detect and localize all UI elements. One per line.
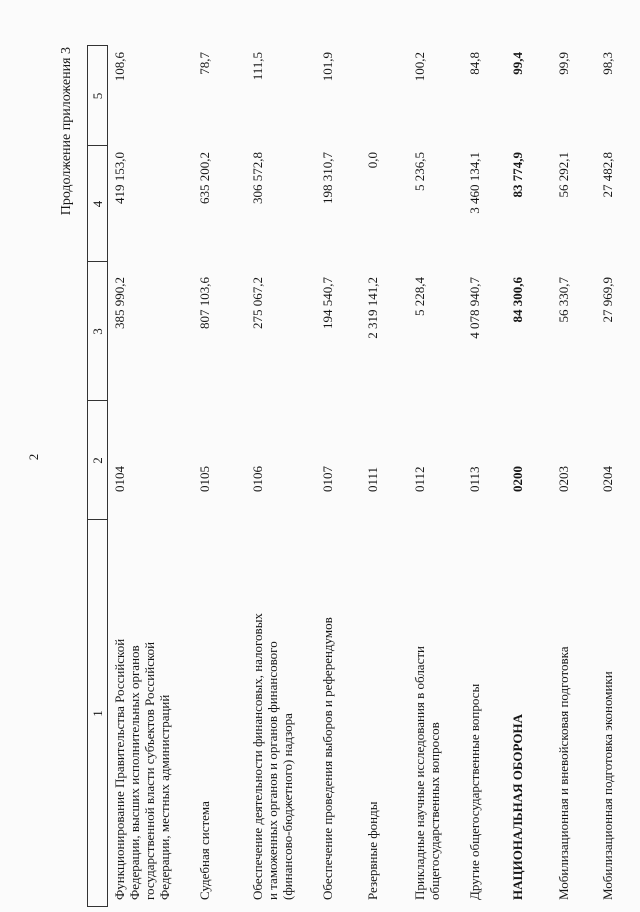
row-col-3-value: 4 078 940,7	[467, 277, 482, 339]
row-col-4-value: 27 482,8	[600, 152, 615, 198]
row-name-line: Функционирование Правительства Российской	[112, 638, 127, 900]
row-col-5-value: 99,4	[510, 52, 525, 75]
row-code: 0105	[197, 466, 212, 492]
row-code: 0113	[467, 466, 482, 492]
table-caption: Продолжение приложения 3	[59, 47, 74, 216]
table-header-border	[107, 45, 108, 907]
row-col-3-value: 84 300,6	[510, 277, 525, 323]
row-code: 0200	[510, 466, 525, 492]
header-col-1: 1	[90, 710, 105, 717]
row-name-line: Обеспечение деятельности финансовых, налоговых	[250, 613, 265, 900]
row-name-line: государственной власти субъектов Российской	[142, 641, 157, 900]
row-col-3-value: 194 540,7	[320, 277, 335, 329]
row-code: 0204	[600, 466, 615, 492]
row-col-4-value: 83 774,9	[510, 152, 525, 198]
row-col-5-value: 101,9	[320, 52, 335, 82]
row-col-3-value: 27 969,9	[600, 277, 615, 323]
row-name-line: НАЦИОНАЛЬНАЯ ОБОРОНА	[510, 714, 525, 900]
row-name-line: Судебная система	[197, 801, 212, 900]
header-col-3: 3	[90, 328, 105, 335]
row-name-line: Прикладные научные исследования в области	[412, 646, 427, 900]
row-col-3-value: 2 319 141,2	[365, 277, 380, 339]
row-col-3-value: 56 330,7	[556, 277, 571, 323]
row-name-line: Федерации, высших исполнительных органов	[127, 645, 142, 900]
row-col-4-value: 3 460 134,1	[467, 152, 482, 214]
row-col-3-value: 385 990,2	[112, 277, 127, 329]
row-name-line: Федерации, местных администраций	[157, 694, 172, 900]
row-col-5-value: 99,9	[556, 52, 571, 75]
row-col-4-value: 56 292,1	[556, 152, 571, 198]
row-name-line: Мобилизационная и вневойсковая подготовка	[556, 646, 571, 900]
header-col-2: 2	[90, 457, 105, 464]
row-col-5-value: 78,7	[197, 52, 212, 75]
header-col-4: 4	[90, 200, 105, 208]
row-col-3-value: 275 067,2	[250, 277, 265, 329]
row-name-line: Другие общегосударственные вопросы	[467, 683, 482, 900]
row-col-5-value: 111,5	[250, 52, 265, 81]
row-col-5-value: 100,2	[412, 52, 427, 82]
row-code: 0111	[365, 466, 380, 492]
row-name-line: Резервные фонды	[365, 801, 380, 900]
row-col-3-value: 807 103,6	[197, 277, 212, 329]
row-col-4-value: 198 310,7	[320, 152, 335, 204]
row-col-4-value: 419 153,0	[112, 152, 127, 204]
row-code: 0107	[320, 466, 335, 492]
row-col-3-value: 5 228,4	[412, 277, 427, 316]
row-col-5-value: 84,8	[467, 52, 482, 75]
row-col-4-value: 635 200,2	[197, 152, 212, 204]
page-number: 2	[26, 453, 41, 461]
row-code: 0112	[412, 466, 427, 492]
row-name-line: (финансово-бюджетного) надзора	[280, 713, 295, 900]
row-col-5-value: 98,3	[600, 52, 615, 75]
header-col-5: 5	[90, 92, 105, 100]
row-code: 0106	[250, 466, 265, 492]
row-col-4-value: 0,0	[365, 152, 380, 169]
table-top-border	[87, 45, 88, 907]
row-name-line: общегосударственных вопросов	[427, 722, 442, 900]
row-name-line: Обеспечение проведения выборов и референдумов	[320, 617, 335, 900]
row-col-4-value: 5 236,5	[412, 152, 427, 191]
row-code: 0104	[112, 466, 127, 492]
row-name-line: Мобилизационная подготовка экономики	[600, 671, 615, 900]
row-name-line: и таможенных органов и органов финансового	[265, 641, 280, 900]
row-col-5-value: 108,6	[112, 52, 127, 82]
row-code: 0203	[556, 466, 571, 492]
row-col-4-value: 306 572,8	[250, 152, 265, 204]
